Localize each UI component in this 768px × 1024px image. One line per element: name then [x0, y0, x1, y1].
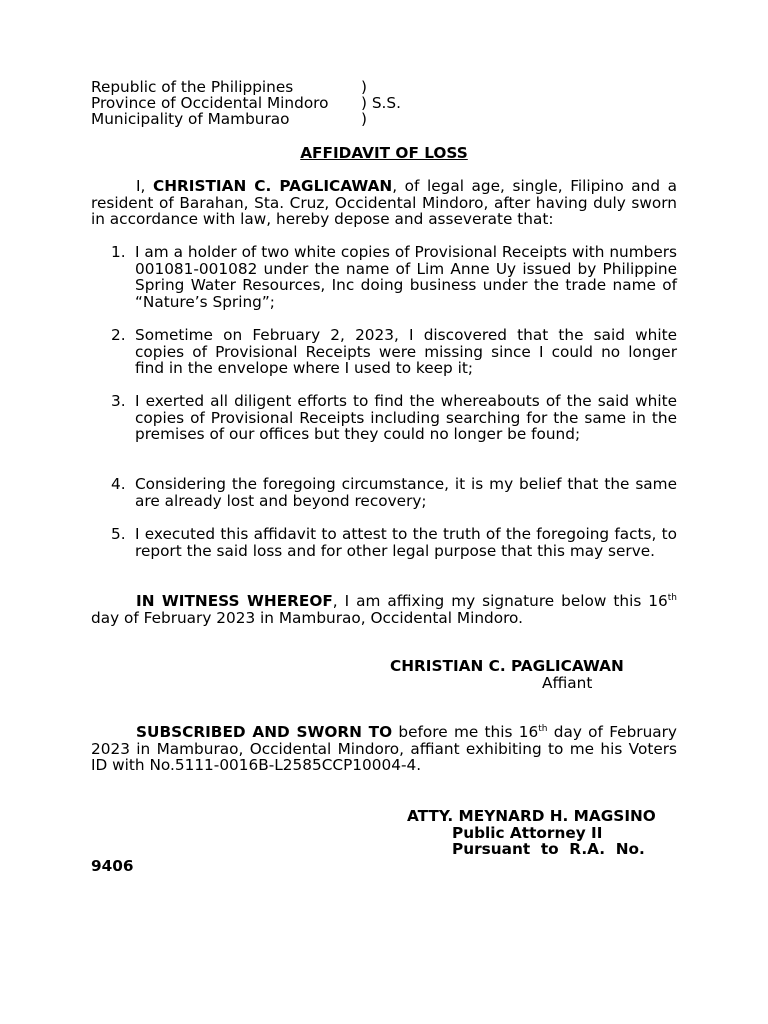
item-number: 5. — [111, 525, 126, 543]
item-text: I executed this affidavit to attest to the truth of the foregoing facts, to report the said loss and for other legal purpose that this may serve. — [135, 525, 677, 560]
attorney-pursuant: Pursuant to R.A. No. — [452, 840, 645, 858]
jurat-text-2: day of February 2023 in Mamburao, Occidental Mindoro, affiant exhibiting to me his Voters ID with No.5111-0016B-L2585CCP10004-4. — [91, 723, 677, 775]
venue-line-republic: Republic of the Philippines — [91, 78, 294, 96]
item-text: Considering the foregoing circumstance, it is my belief that the same are already lost and beyond recovery; — [135, 475, 677, 510]
affiant-signature-name: CHRISTIAN C. PAGLICAWAN — [390, 657, 624, 675]
document-title: AFFIDAVIT OF LOSS — [300, 144, 468, 162]
jurat-paragraph — [91, 724, 677, 774]
jurat-text-1: before me this 16 — [392, 723, 539, 741]
witness-paragraph — [91, 593, 677, 626]
item-text: I exerted all diligent efforts to find the whereabouts of the said white copies of Provisional Receipts including searching for the same in the premises of our offices but they could no longer be found; — [135, 392, 677, 444]
witness-day: 16 — [648, 592, 668, 610]
intro-paragraph — [91, 178, 677, 228]
venue-paren-1: ) — [361, 78, 367, 96]
venue-paren-3: ) — [361, 110, 367, 128]
venue-line-municipality: Municipality of Mamburao — [91, 110, 290, 128]
attorney-name: ATTY. MEYNARD H. MAGSINO — [407, 807, 656, 825]
attorney-ra-number: 9406 — [91, 857, 134, 875]
witness-text-1: , I am affixing my signature below this — [332, 592, 642, 610]
intro-text: , of legal age, single, Filipino and a resident of Barahan, Sta. Cruz, Occidental Mindoro, after having duly sworn in accordance with law, hereby depose and asseverate that: — [91, 177, 677, 229]
item-text: Sometime on February 2, 2023, I discovered that the said white copies of Provisional Receipts were missing since I could no longer find in the envelope where I used to keep it; — [135, 326, 677, 378]
item-number: 3. — [111, 392, 126, 410]
jurat-lead: SUBSCRIBED AND SWORN TO — [136, 723, 393, 741]
witness-text-2: day of February 2023 in Mamburao, Occidental Mindoro. — [91, 608, 524, 627]
jurat-day-suffix: th — [538, 723, 548, 734]
venue-line-province: Province of Occidental Mindoro — [91, 94, 329, 112]
item-text: I am a holder of two white copies of Provisional Receipts with numbers 001081-001082 under the name of Lim Anne Uy issued by Philippine Spring Water Resources, Inc doing business under the trade name of “Nature’s Spring”; — [135, 243, 677, 311]
affiant-name-intro: CHRISTIAN C. PAGLICAWAN — [152, 177, 393, 195]
witness-lead: IN WITNESS WHEREOF — [136, 592, 333, 610]
witness-day-suffix: th — [667, 592, 677, 603]
intro-prefix: I, — [136, 177, 153, 195]
item-number: 4. — [111, 475, 126, 493]
venue-paren-ss: ) S.S. — [361, 94, 401, 112]
item-number: 2. — [111, 326, 126, 344]
attorney-title: Public Attorney II — [452, 824, 603, 842]
item-number: 1. — [111, 243, 126, 261]
affiant-role: Affiant — [542, 674, 593, 692]
